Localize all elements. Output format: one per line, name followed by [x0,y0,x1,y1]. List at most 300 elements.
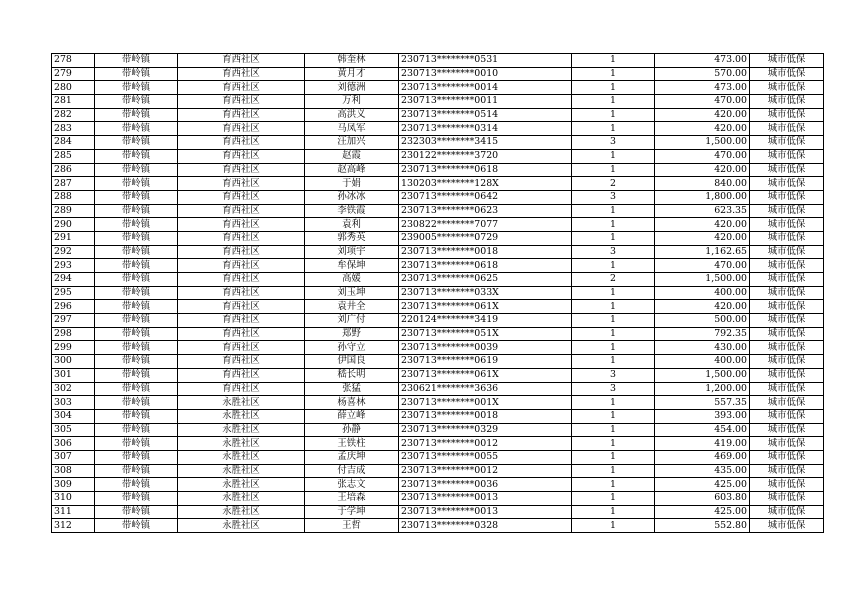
cell-town: 带岭镇 [95,286,178,300]
cell-row-number: 282 [52,108,95,122]
cell-community: 育西社区 [178,314,305,328]
table-row [52,368,824,382]
cell-town: 带岭镇 [95,423,178,437]
cell-id-number: 230713********061X [399,368,572,382]
cell-id-number: 230713********0328 [399,519,572,533]
cell-household-count: 1 [572,108,655,122]
cell-town: 带岭镇 [95,108,178,122]
cell-assistance-type: 城市低保 [750,519,824,533]
cell-community: 育西社区 [178,273,305,287]
cell-row-number: 302 [52,382,95,396]
cell-household-count: 1 [572,423,655,437]
table-row [52,273,824,287]
cell-household-count: 1 [572,314,655,328]
table-row [52,231,824,245]
cell-id-number: 230713********0618 [399,259,572,273]
cell-amount: 1,500.00 [655,368,750,382]
cell-row-number: 295 [52,286,95,300]
cell-name: 郭秀英 [305,231,399,245]
cell-name: 赵高峰 [305,163,399,177]
cell-id-number: 230713********051X [399,327,572,341]
cell-id-number: 230713********0013 [399,505,572,519]
cell-amount: 400.00 [655,355,750,369]
cell-assistance-type: 城市低保 [750,409,824,423]
table-row [52,519,824,533]
cell-id-number: 230713********0055 [399,450,572,464]
cell-assistance-type: 城市低保 [750,204,824,218]
cell-amount: 603.80 [655,492,750,506]
cell-amount: 570.00 [655,67,750,81]
cell-town: 带岭镇 [95,382,178,396]
cell-community: 永胜社区 [178,519,305,533]
cell-assistance-type: 城市低保 [750,136,824,150]
cell-household-count: 3 [572,190,655,204]
cell-town: 带岭镇 [95,259,178,273]
cell-community: 育西社区 [178,163,305,177]
cell-row-number: 289 [52,204,95,218]
cell-household-count: 1 [572,450,655,464]
table-row [52,341,824,355]
cell-assistance-type: 城市低保 [750,492,824,506]
cell-amount: 840.00 [655,177,750,191]
cell-community: 育西社区 [178,122,305,136]
cell-town: 带岭镇 [95,54,178,68]
cell-name: 孙静 [305,423,399,437]
cell-row-number: 290 [52,218,95,232]
cell-household-count: 3 [572,368,655,382]
cell-assistance-type: 城市低保 [750,177,824,191]
cell-id-number: 230822********7077 [399,218,572,232]
cell-household-count: 1 [572,231,655,245]
table-row [52,478,824,492]
cell-assistance-type: 城市低保 [750,368,824,382]
cell-name: 赵霞 [305,149,399,163]
cell-name: 黄月才 [305,67,399,81]
table-row [52,163,824,177]
cell-amount: 454.00 [655,423,750,437]
cell-row-number: 303 [52,396,95,410]
cell-assistance-type: 城市低保 [750,54,824,68]
cell-row-number: 291 [52,231,95,245]
cell-row-number: 279 [52,67,95,81]
cell-assistance-type: 城市低保 [750,478,824,492]
cell-town: 带岭镇 [95,122,178,136]
cell-name: 孙冰冰 [305,190,399,204]
cell-row-number: 306 [52,437,95,451]
table-row [52,492,824,506]
cell-assistance-type: 城市低保 [750,314,824,328]
cell-id-number: 230713********0329 [399,423,572,437]
cell-row-number: 297 [52,314,95,328]
cell-assistance-type: 城市低保 [750,464,824,478]
cell-id-number: 230122********3720 [399,149,572,163]
cell-row-number: 307 [52,450,95,464]
cell-id-number: 230713********0514 [399,108,572,122]
cell-community: 永胜社区 [178,505,305,519]
table-row [52,355,824,369]
cell-assistance-type: 城市低保 [750,327,824,341]
cell-amount: 1,500.00 [655,136,750,150]
table-row [52,259,824,273]
cell-town: 带岭镇 [95,273,178,287]
cell-name: 郑野 [305,327,399,341]
cell-amount: 420.00 [655,122,750,136]
cell-id-number: 230713********0619 [399,355,572,369]
cell-town: 带岭镇 [95,204,178,218]
cell-id-number: 230713********0623 [399,204,572,218]
cell-amount: 420.00 [655,108,750,122]
cell-name: 牟保坤 [305,259,399,273]
cell-amount: 420.00 [655,231,750,245]
cell-row-number: 311 [52,505,95,519]
cell-town: 带岭镇 [95,396,178,410]
cell-community: 永胜社区 [178,396,305,410]
cell-assistance-type: 城市低保 [750,300,824,314]
cell-row-number: 280 [52,81,95,95]
cell-assistance-type: 城市低保 [750,396,824,410]
cell-town: 带岭镇 [95,341,178,355]
table-row [52,218,824,232]
cell-name: 万利 [305,95,399,109]
table-row [52,286,824,300]
cell-assistance-type: 城市低保 [750,505,824,519]
cell-assistance-type: 城市低保 [750,245,824,259]
cell-community: 永胜社区 [178,409,305,423]
cell-name: 王铁柱 [305,437,399,451]
cell-town: 带岭镇 [95,95,178,109]
cell-household-count: 1 [572,54,655,68]
cell-row-number: 309 [52,478,95,492]
cell-town: 带岭镇 [95,218,178,232]
cell-household-count: 1 [572,163,655,177]
cell-household-count: 1 [572,122,655,136]
cell-row-number: 300 [52,355,95,369]
cell-row-number: 310 [52,492,95,506]
cell-id-number: 220124********3419 [399,314,572,328]
cell-id-number: 230713********0018 [399,409,572,423]
cell-household-count: 1 [572,409,655,423]
table-row [52,95,824,109]
cell-name: 高洪义 [305,108,399,122]
cell-id-number: 230713********0014 [399,81,572,95]
cell-amount: 623.35 [655,204,750,218]
cell-community: 育西社区 [178,54,305,68]
cell-community: 育西社区 [178,286,305,300]
cell-amount: 473.00 [655,81,750,95]
cell-community: 育西社区 [178,231,305,245]
cell-name: 于娟 [305,177,399,191]
cell-town: 带岭镇 [95,450,178,464]
cell-row-number: 292 [52,245,95,259]
table-row [52,396,824,410]
cell-name: 马凤军 [305,122,399,136]
cell-household-count: 3 [572,136,655,150]
table-row [52,300,824,314]
cell-town: 带岭镇 [95,327,178,341]
cell-town: 带岭镇 [95,368,178,382]
cell-assistance-type: 城市低保 [750,122,824,136]
cell-name: 嵇长明 [305,368,399,382]
cell-name: 伊国良 [305,355,399,369]
cell-id-number: 230713********0618 [399,163,572,177]
cell-town: 带岭镇 [95,136,178,150]
cell-community: 育西社区 [178,81,305,95]
cell-assistance-type: 城市低保 [750,231,824,245]
cell-assistance-type: 城市低保 [750,437,824,451]
cell-id-number: 239005********0729 [399,231,572,245]
cell-amount: 425.00 [655,505,750,519]
cell-town: 带岭镇 [95,314,178,328]
cell-town: 带岭镇 [95,492,178,506]
cell-name: 于学坤 [305,505,399,519]
cell-name: 杨喜林 [305,396,399,410]
cell-row-number: 286 [52,163,95,177]
cell-amount: 500.00 [655,314,750,328]
cell-amount: 400.00 [655,286,750,300]
cell-town: 带岭镇 [95,409,178,423]
table-row [52,245,824,259]
cell-town: 带岭镇 [95,478,178,492]
cell-household-count: 1 [572,204,655,218]
cell-amount: 420.00 [655,300,750,314]
cell-town: 带岭镇 [95,149,178,163]
cell-household-count: 1 [572,95,655,109]
table-row [52,314,824,328]
cell-name: 韩奎林 [305,54,399,68]
cell-amount: 1,200.00 [655,382,750,396]
cell-town: 带岭镇 [95,505,178,519]
cell-community: 育西社区 [178,218,305,232]
table-row [52,81,824,95]
cell-community: 育西社区 [178,300,305,314]
cell-household-count: 1 [572,327,655,341]
cell-name: 张志文 [305,478,399,492]
cell-id-number: 230713********0018 [399,245,572,259]
cell-id-number: 230713********0531 [399,54,572,68]
cell-town: 带岭镇 [95,464,178,478]
cell-amount: 469.00 [655,450,750,464]
cell-community: 永胜社区 [178,464,305,478]
spreadsheet-page [51,53,806,533]
cell-community: 育西社区 [178,177,305,191]
table-row [52,464,824,478]
cell-amount: 1,500.00 [655,273,750,287]
cell-id-number: 230713********0036 [399,478,572,492]
cell-row-number: 308 [52,464,95,478]
cell-amount: 470.00 [655,149,750,163]
cell-id-number: 230713********001X [399,396,572,410]
table-row [52,54,824,68]
cell-assistance-type: 城市低保 [750,190,824,204]
table-row [52,437,824,451]
cell-household-count: 2 [572,273,655,287]
cell-name: 刘德洲 [305,81,399,95]
cell-community: 育西社区 [178,136,305,150]
cell-amount: 435.00 [655,464,750,478]
cell-town: 带岭镇 [95,67,178,81]
table-row [52,190,824,204]
cell-household-count: 3 [572,245,655,259]
cell-amount: 470.00 [655,95,750,109]
cell-row-number: 287 [52,177,95,191]
cell-assistance-type: 城市低保 [750,286,824,300]
cell-household-count: 3 [572,382,655,396]
cell-row-number: 288 [52,190,95,204]
cell-household-count: 1 [572,286,655,300]
cell-household-count: 1 [572,505,655,519]
cell-community: 育西社区 [178,67,305,81]
cell-community: 永胜社区 [178,478,305,492]
table-row [52,204,824,218]
cell-assistance-type: 城市低保 [750,341,824,355]
cell-assistance-type: 城市低保 [750,108,824,122]
cell-amount: 419.00 [655,437,750,451]
cell-town: 带岭镇 [95,231,178,245]
table-row [52,149,824,163]
cell-id-number: 230713********0011 [399,95,572,109]
cell-town: 带岭镇 [95,519,178,533]
table-row [52,409,824,423]
cell-id-number: 130203********128X [399,177,572,191]
cell-row-number: 312 [52,519,95,533]
cell-assistance-type: 城市低保 [750,382,824,396]
table-row [52,177,824,191]
cell-row-number: 281 [52,95,95,109]
cell-row-number: 278 [52,54,95,68]
cell-assistance-type: 城市低保 [750,423,824,437]
cell-community: 育西社区 [178,341,305,355]
cell-amount: 425.00 [655,478,750,492]
cell-name: 王哲 [305,519,399,533]
cell-name: 汪加兴 [305,136,399,150]
cell-id-number: 230713********0012 [399,464,572,478]
cell-community: 育西社区 [178,355,305,369]
cell-row-number: 293 [52,259,95,273]
cell-id-number: 230713********0010 [399,67,572,81]
cell-amount: 420.00 [655,218,750,232]
table-row [52,505,824,519]
cell-assistance-type: 城市低保 [750,259,824,273]
cell-amount: 473.00 [655,54,750,68]
cell-household-count: 1 [572,218,655,232]
cell-id-number: 230713********0314 [399,122,572,136]
cell-row-number: 301 [52,368,95,382]
cell-amount: 552.80 [655,519,750,533]
table-row [52,423,824,437]
cell-town: 带岭镇 [95,190,178,204]
cell-town: 带岭镇 [95,437,178,451]
cell-household-count: 1 [572,437,655,451]
cell-community: 永胜社区 [178,492,305,506]
cell-community: 育西社区 [178,368,305,382]
cell-id-number: 230713********0642 [399,190,572,204]
cell-name: 袁井全 [305,300,399,314]
cell-assistance-type: 城市低保 [750,149,824,163]
table-row [52,108,824,122]
cell-household-count: 1 [572,149,655,163]
cell-id-number: 230713********0625 [399,273,572,287]
cell-household-count: 1 [572,519,655,533]
cell-id-number: 230713********0039 [399,341,572,355]
cell-row-number: 305 [52,423,95,437]
cell-id-number: 230713********0013 [399,492,572,506]
cell-household-count: 2 [572,177,655,191]
cell-assistance-type: 城市低保 [750,81,824,95]
cell-household-count: 1 [572,464,655,478]
cell-assistance-type: 城市低保 [750,450,824,464]
cell-id-number: 232303********3415 [399,136,572,150]
cell-row-number: 304 [52,409,95,423]
cell-community: 育西社区 [178,382,305,396]
cell-assistance-type: 城市低保 [750,67,824,81]
cell-town: 带岭镇 [95,163,178,177]
data-table [51,53,824,533]
cell-community: 育西社区 [178,149,305,163]
cell-assistance-type: 城市低保 [750,163,824,177]
cell-name: 王培森 [305,492,399,506]
cell-town: 带岭镇 [95,177,178,191]
cell-id-number: 230713********061X [399,300,572,314]
cell-amount: 420.00 [655,163,750,177]
cell-name: 袁利 [305,218,399,232]
cell-household-count: 1 [572,492,655,506]
cell-id-number: 230713********0012 [399,437,572,451]
cell-town: 带岭镇 [95,300,178,314]
cell-row-number: 284 [52,136,95,150]
cell-amount: 792.35 [655,327,750,341]
cell-town: 带岭镇 [95,81,178,95]
cell-row-number: 294 [52,273,95,287]
cell-household-count: 1 [572,300,655,314]
cell-row-number: 296 [52,300,95,314]
table-row [52,122,824,136]
table-row [52,67,824,81]
cell-household-count: 1 [572,67,655,81]
cell-household-count: 1 [572,478,655,492]
cell-community: 育西社区 [178,190,305,204]
cell-community: 育西社区 [178,245,305,259]
table-body [52,54,824,533]
cell-row-number: 299 [52,341,95,355]
cell-household-count: 1 [572,396,655,410]
cell-household-count: 1 [572,341,655,355]
cell-assistance-type: 城市低保 [750,273,824,287]
cell-amount: 470.00 [655,259,750,273]
cell-community: 永胜社区 [178,423,305,437]
cell-row-number: 283 [52,122,95,136]
cell-household-count: 1 [572,81,655,95]
table-row [52,327,824,341]
cell-assistance-type: 城市低保 [750,95,824,109]
cell-id-number: 230713********033X [399,286,572,300]
cell-assistance-type: 城市低保 [750,355,824,369]
cell-name: 刘项宇 [305,245,399,259]
cell-name: 孙守立 [305,341,399,355]
table-row [52,136,824,150]
cell-community: 育西社区 [178,108,305,122]
table-row [52,450,824,464]
table-row [52,382,824,396]
cell-community: 育西社区 [178,259,305,273]
cell-town: 带岭镇 [95,355,178,369]
cell-amount: 557.35 [655,396,750,410]
cell-town: 带岭镇 [95,245,178,259]
cell-row-number: 285 [52,149,95,163]
cell-name: 李铁霞 [305,204,399,218]
cell-household-count: 1 [572,355,655,369]
cell-row-number: 298 [52,327,95,341]
cell-name: 薛立峰 [305,409,399,423]
